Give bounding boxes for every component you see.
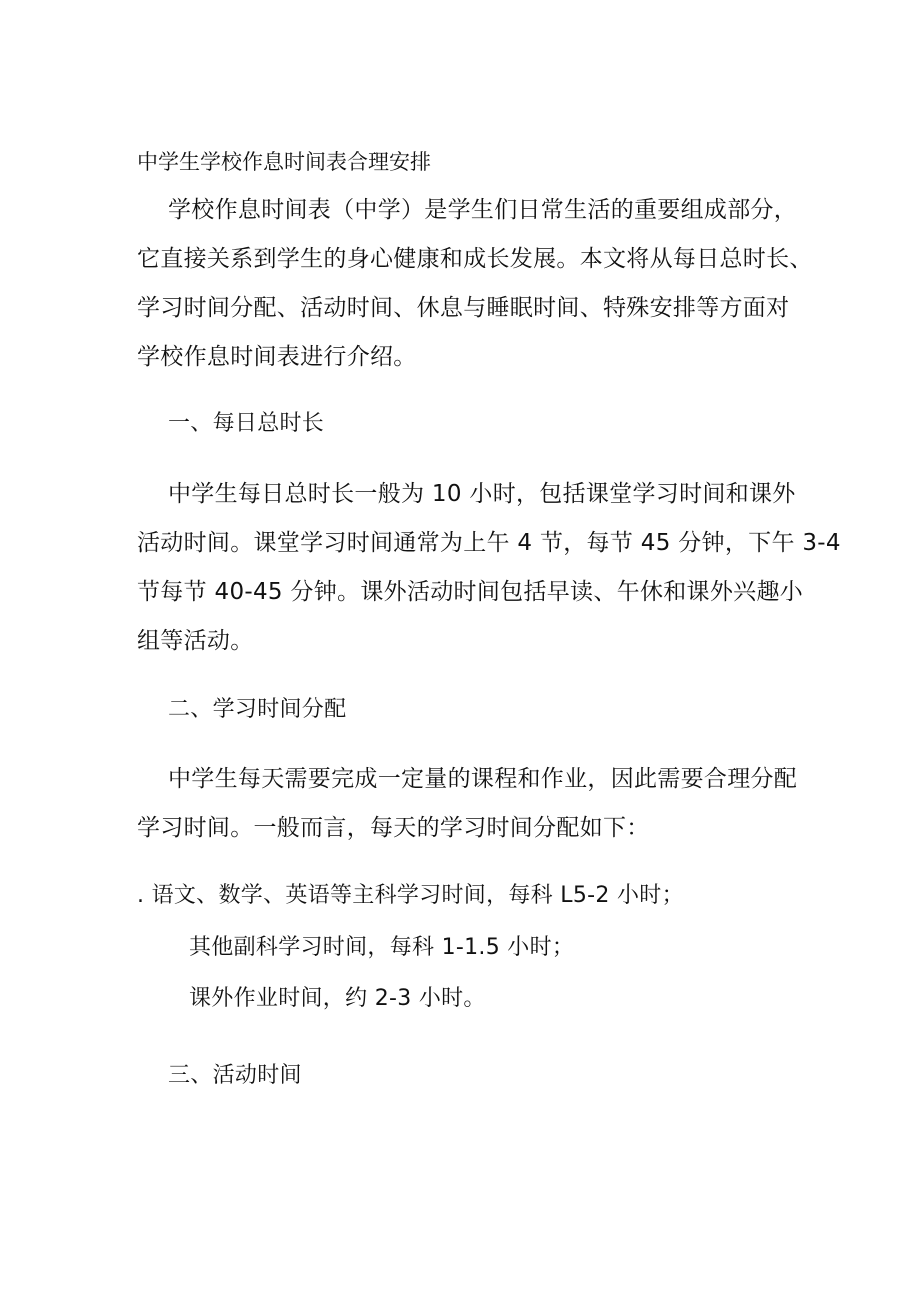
section-2-line-1: 中学生每天需要完成一定量的课程和作业，因此需要合理分配 [168, 766, 798, 792]
section-2-list-item-3: 课外作业时间，约 2-3 小时。 [189, 986, 486, 1011]
section-2-list-item-1: . 语文、数学、英语等主科学习时间，每科 L5-2 小时； [137, 883, 684, 908]
section-1-line-1: 中学生每日总时长一般为 10 小时，包括课堂学习时间和课外 [168, 481, 796, 507]
intro-line-1: 学校作息时间表（中学）是学生们日常生活的重要组成部分， [168, 197, 798, 223]
section-1-line-4: 组等活动。 [137, 628, 254, 654]
section-2-list-item-2: 其他副科学习时间，每科 1-1.5 小时； [189, 935, 575, 960]
section-3-heading: 三、活动时间 [168, 1063, 302, 1088]
section-2-heading: 二、学习时间分配 [168, 697, 347, 722]
intro-line-4: 学校作息时间表进行介绍。 [137, 344, 417, 370]
section-2-line-2: 学习时间。一般而言，每天的学习时间分配如下： [137, 815, 650, 841]
section-1-line-3: 节每节 40-45 分钟。课外活动时间包括早读、午休和课外兴趣小 [137, 579, 804, 605]
section-1-heading: 一、每日总时长 [168, 411, 325, 436]
intro-line-2: 它直接关系到学生的身心健康和成长发展。本文将从每日总时长、 [137, 246, 813, 272]
section-1-line-2: 活动时间。课堂学习时间通常为上午 4 节，每节 45 分钟，下午 3-4 [137, 530, 841, 556]
document-title: 中学生学校作息时间表合理安排 [137, 150, 431, 174]
intro-line-3: 学习时间分配、活动时间、休息与睡眠时间、特殊安排等方面对 [137, 295, 790, 321]
